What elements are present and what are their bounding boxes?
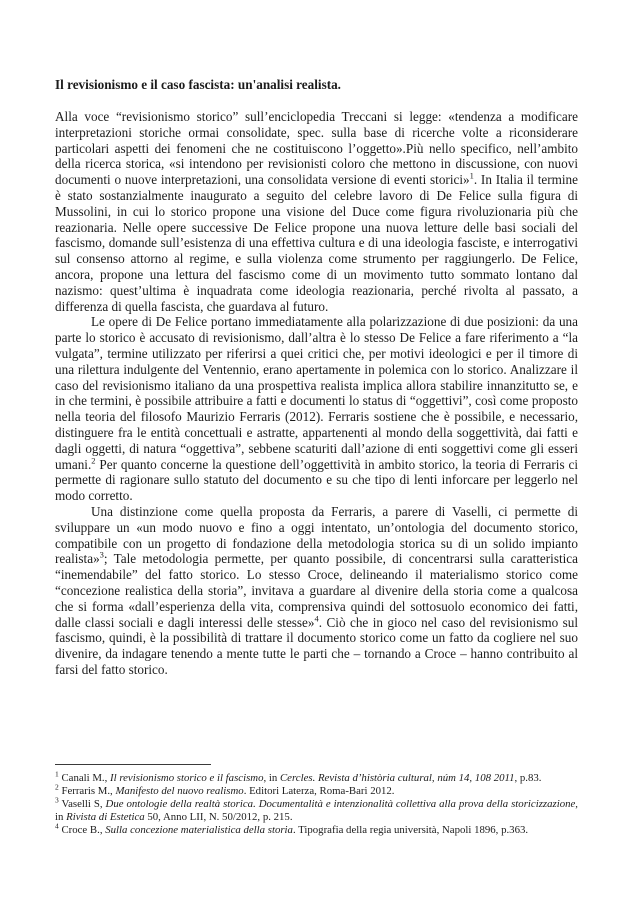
body-paragraph-3: [55, 504, 578, 678]
text-run: , p.83.: [514, 772, 542, 784]
footnote-marker: 2: [55, 782, 59, 792]
footnote-marker: 3: [99, 549, 104, 560]
footnote-3: [55, 795, 578, 824]
footnote-marker: 1: [469, 170, 474, 181]
text-run: Croce B.,: [58, 824, 106, 837]
text-run: Vaselli S,: [58, 798, 106, 811]
text-run: . Tipografia della regia università, Napoli 1896, p.363.: [292, 824, 529, 837]
footnote-marker: 4: [55, 821, 59, 831]
document-title: Il revisionismo e il caso fascista: un'analisi realista.: [55, 77, 341, 92]
footnote-marker: 2: [91, 455, 96, 466]
text-run: Le opere di De Felice portano immediatamente alla polarizzazione di due posizioni: da una parte lo storico è accusato di revisionismo, dall’altra è lo stesso De Felice a fare riferimento a “la vulgata”, termine utilizzato per riferirsi a quei critici che, per motivi ideologici e per il timore di una rilettura indulgente del Ventennio, erano apertamente in polemica con lo storico. Analizzare il caso del revisionismo italiano da una prospettiva realista implica allora stabilire innanzitutto se, e in che termini, è possibile attribuire a fatti e documenti lo status di “oggettivi”, così come proposto nella teoria del filosofo Maurizio Ferraris (2012). Ferraris sostiene che è possibile, e necessario, distinguere fra le entità concettuali e astratte, appartenenti al mondo della soggettività, dai fatti e dagli oggetti, di natura “oggettiva”, sebbene scaturiti dall’azione di enti soggettivi come gli esseri umani.: [55, 314, 578, 472]
text-run: Ferraris M.,: [58, 785, 116, 798]
body-paragraph-2: [55, 314, 578, 504]
italic-run: Due ontologie della realtà storica. Documentalità e intenzionalità collettiva alla prova della storicizzazione: [105, 798, 576, 811]
text-run: , in: [263, 772, 280, 784]
footnotes-section: [55, 764, 578, 837]
text-run: 50, Anno LII, N. 50/2012, p. 215.: [144, 811, 293, 824]
body-paragraph-1: [55, 109, 578, 314]
footnote-marker: 3: [55, 795, 59, 805]
italic-run: Sulla concezione materialistica della storia: [105, 824, 293, 837]
text-run: Canali M.,: [58, 772, 111, 784]
text-run: . Ciò che in gioco nel caso del revisionismo sul fascismo, quindi, è la possibilità di trattare il documento storico come un fatto da cogliere nel suo divenire, da indagare tenendo a mente tutte le parti che – tornando a Croce – hanno contribuito al farsi del fatto storico.: [55, 614, 578, 677]
footnote-2: [55, 782, 578, 798]
text-run: Una distinzione come quella proposta da Ferraris, a parere di Vaselli, ci permette di sviluppare un «un modo nuovo e fino a oggi intentato, un’ontologia del documento storico, compatibile con un progetto di fondazione della metodologia storica su di un solido impianto realista»: [55, 503, 578, 567]
footnote-marker: 4: [314, 613, 319, 624]
footnote-marker: 1: [55, 769, 59, 779]
footnote-separator: [55, 764, 211, 765]
italic-run: Cercles. Revista d’història cultural, núm 14, 108 2011: [279, 772, 515, 784]
text-run: . Editori Laterza, Roma-Bari 2012.: [243, 785, 395, 798]
document-body: [55, 77, 578, 678]
text-run: ; Tale metodologia permette, per quanto possibile, di concentrarsi sulla caratteristica “inemendabile” del fatto storico. Lo stesso Croce, delineando il materialismo storico come “concezione realistica della storia”, invitava a guardare al divenire della storia come a qualcosa che si forma «dall’esperienza della vita, comprensiva quindi del sottosuolo economico dei fatti, dalle classi sociali e dagli interessi delle stesse»: [55, 551, 578, 630]
text-run: . In Italia il termine è stato sostanzialmente inaugurato a seguito del celebre lavoro di De Felice sulla figura di Mussolini, in cui lo storico propone una visione del Duce come figura rivoluzionaria più che reazionaria. Nelle opere successive De Felice propone una nuova letture delle basi sociali del fascismo, domande sull’esistenza di una effettiva cultura e di una ideologia fasciste, e interrogativi sul consenso attorno al regime, e sulla violenza come strumento per raggiungerlo. De Felice, ancora, propone una lettura del fascismo come di un movimento tutto sommato lontano dal nazismo: quest’ultima è inquadrata come ideologia reazionaria, perché rivolta al passato, a differenza di quella fascista, che guardava al futuro.: [55, 172, 578, 314]
text-run: Alla voce “revisionismo storico” sull’enciclopedia Treccani si legge: «tendenza a modificare interpretazioni storiche ormai consolidate, spec. sulla base di ricerche volte a riconsiderare particolari aspetti dei fenomeni che ne costituiscono l’oggetto».Più nello specifico, nell’ambito della ricerca storica, «si intendono per revisionisti coloro che mettono in discussione, con nuovi documenti o nuove interpretazioni, una consolidata versione di eventi storici»: [55, 109, 578, 188]
text-run: , in: [55, 798, 578, 824]
text-run: Per quanto concerne la questione dell’oggettività in ambito storico, la teoria di Ferraris ci permette di ragionare sullo statuto del documento e su che tipo di lenti inforcare per leggerlo nel modo corretto.: [55, 456, 578, 504]
italic-run: Rivista di Estetica: [66, 811, 145, 824]
italic-run: Manifesto del nuovo realismo: [115, 785, 244, 798]
footnote-4: [55, 821, 578, 837]
italic-run: Il revisionismo storico e il fascismo: [110, 772, 264, 784]
footnote-1: [55, 769, 578, 785]
